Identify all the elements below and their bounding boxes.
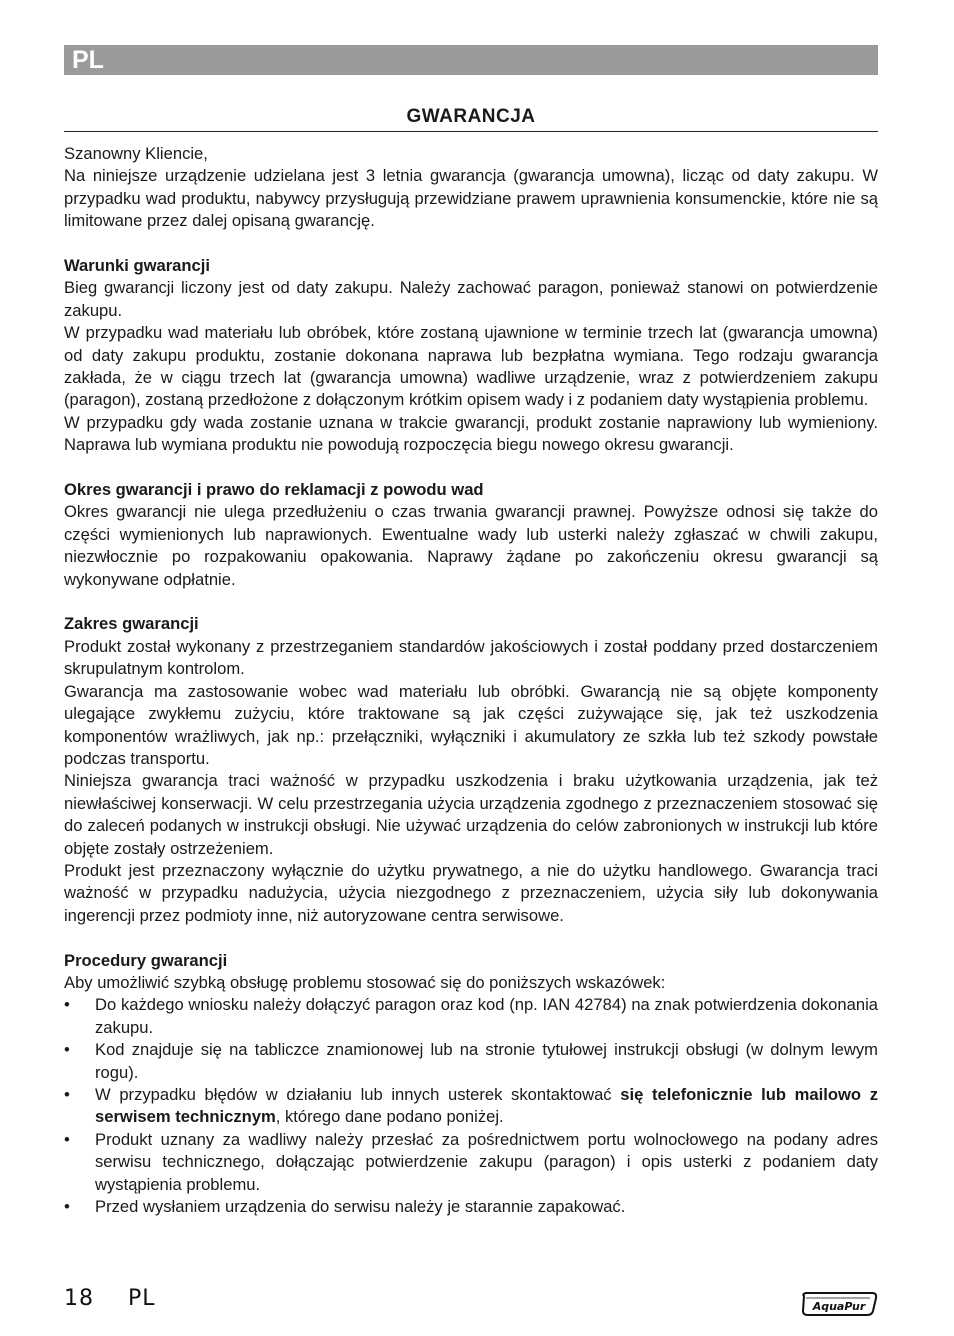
paragraph: Okres gwarancji nie ulega przedłużeniu o czas trwania gwarancji prawnej. Powyższe odnosi się także do części wymienionych lub naprawionych. Ewentualne wady lub usterki należy zgłaszać w chwili zakupu, niezwłocznie po rozpakowaniu opakowania. Naprawy żądane po zakończeniu okresu gwarancji są wykonywane odpłatnie. <box>64 502 878 589</box>
bullet-icon: • <box>64 1129 70 1149</box>
language-header-bar <box>64 45 878 75</box>
list-item <box>64 994 878 1039</box>
list-item-text: Kod znajduje się na tabliczce znamionowej lub na stronie tytułowej instrukcji obsługi (w dolnym lewym rogu). <box>95 1040 878 1082</box>
paragraph: W przypadku gdy wada zostanie uznana w trakcie gwarancji, produkt zostanie naprawiony lub wymieniony. Naprawa lub wymiana produktu nie powodują rozpoczęcia biegu nowego okresu gwarancji. <box>64 412 878 455</box>
bullet-icon: • <box>64 995 70 1015</box>
title-rule <box>64 104 878 132</box>
list-item-bold-text: się telefonicznie lub mailowo z serwisem technicznym <box>95 1085 879 1127</box>
section-heading: Okres gwarancji i prawo do reklamacji z powodu wad <box>64 480 484 500</box>
logo-text: AquaPur <box>812 1300 866 1313</box>
list-item-text: Produkt uznany za wadliwy należy przesłać za pośrednictwem portu wolnocłowego na podany adres serwisu technicznego, dołączając potwierdzenie zakupu (paragon) i opis usterki z podaniem daty wystąpienia problemu. <box>95 1129 878 1194</box>
page-number: 18 <box>64 1286 94 1311</box>
list-item-text: Przed wysłaniem urządzenia do serwisu należy je starannie zapakować. <box>95 1197 626 1217</box>
bullet-icon: • <box>64 1040 70 1060</box>
list-item <box>64 1196 878 1218</box>
aquapur-logo <box>800 1290 878 1318</box>
section-heading: Warunki gwarancji <box>64 256 210 276</box>
procedures-intro: Aby umożliwić szybką obsługę problemu stosować się do poniższych wskazówek: <box>64 972 666 992</box>
bullet-icon: • <box>64 1085 70 1104</box>
list-item-text: , którego dane podano poniżej. <box>275 1107 504 1127</box>
procedures-list <box>64 994 878 1218</box>
paragraph: Gwarancja ma zastosowanie wobec wad materiału lub obróbki. Gwarancją nie są objęte komponenty ulegające zwykłemu zużyciu, które traktowane są jak części zużywające się, jak też uszkodzenia komponentów wrażliwych, jak np.: przełączniki, wyłączniki i akumulatory ze szkła lub też szkody powstałe podczas transportu. <box>64 681 878 768</box>
paragraph: W przypadku wad materiału lub obróbek, które zostaną ujawnione w terminie trzech lat (gwarancja umowna) od daty zakupu produktu, zostanie dokonana naprawa lub bezpłatna wymiana. Tego rodzaju gwarancja zakłada, że w ciągu trzech lat (gwarancja umowna) wadliwe urządzenie, wraz z potwierdzeniem zakupu (paragon), zostaną przedłożone z dołączonym krótkim opisem wady i z podaniem daty wystąpienia problemu. <box>64 323 878 410</box>
list-item-text: Do każdego wniosku należy dołączyć paragon oraz kod (np. IAN 42784) na znak potwierdzenia dokonania zakupu. <box>95 995 878 1037</box>
bullet-icon: • <box>64 1197 70 1217</box>
paragraph: Produkt został wykonany z przestrzeganiem standardów jakościowych i został poddany przed dostarczeniem skrupulatnym kontrolom. <box>64 636 878 679</box>
document-body <box>64 143 878 1218</box>
language-code: PL <box>72 46 104 74</box>
list-item-text: W przypadku błędów w działaniu lub innych usterek skontaktować <box>95 1085 621 1104</box>
intro-paragraph: Na niniejsze urządzenie udzielana jest 3 letnia gwarancja (gwarancja umowna), licząc od daty zakupu. W przypadku wad produktu, nabywcy przysługują przewidziane prawem uprawnienia konsumenckie, które nie są limitowane przez dalej opisaną gwarancję. <box>64 166 878 231</box>
paragraph: Niniejsza gwarancja traci ważność w przypadku uszkodzenia i braku użytkowania urządzenia, jak też niewłaściwej konserwacji. W celu przestrzegania użycia urządzenia zgodnego z przeznaczeniem stosować się do zaleceń podanych w instrukcji obsługi. Nie używać urządzenia do celów zabronionych w instrukcji lub które objęte zostały ostrzeżeniem. <box>64 771 878 858</box>
paragraph: Bieg gwarancji liczony jest od daty zakupu. Należy zachować paragon, ponieważ stanowi on potwierdzenie zakupu. <box>64 278 878 320</box>
paragraph: Produkt jest przeznaczony wyłącznie do użytku prywatnego, a nie do użytku handlowego. Gwarancja traci ważność w przypadku nadużycia, użycia niezgodnego z przeznaczeniem, użycia siły lub dokonywania ingerencji przez podmioty inne, niż autoryzowane centra serwisowe. <box>64 860 878 925</box>
list-item <box>64 1084 878 1129</box>
section-heading: Procedury gwarancji <box>64 950 228 970</box>
page-footer <box>64 1286 156 1311</box>
section-heading: Zakres gwarancji <box>64 614 199 634</box>
list-item <box>64 1039 878 1084</box>
footer-language: PL <box>128 1286 156 1311</box>
greeting: Szanowny Kliencie, <box>64 144 208 163</box>
page-title: GWARANCJA <box>406 106 536 127</box>
list-item <box>64 1129 878 1196</box>
